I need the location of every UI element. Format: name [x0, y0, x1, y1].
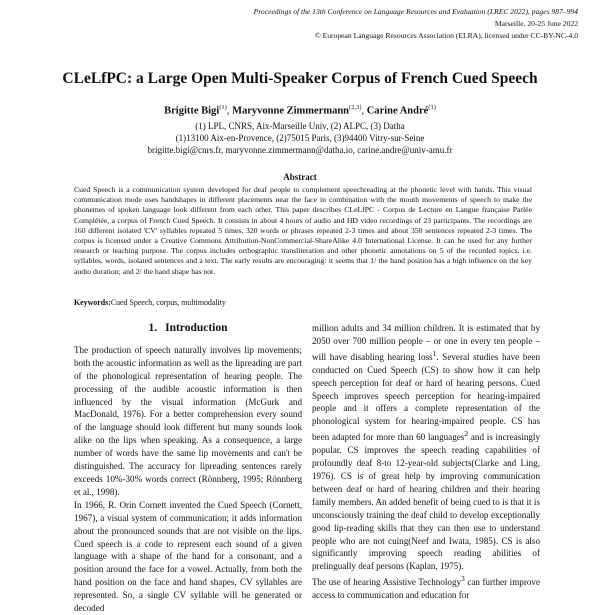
paragraph: In 1966, R. Orin Cornett invented the Cued Speech (Cornett, 1967), a visual system of communication; it adds information about the pronounced sounds that are not visible on the lips. Cued speech is a code to represent each sound of a given language with a shape of the hand for a consonant, and a position around the face for a vowel. Actually, from both the hand position on the face and hand shapes, CV syllables are represented. So, a single CV syllable will be generated or decoded — [74, 499, 302, 614]
paragraph-text: . Several studies have been conducted on Cued Speech (CS) to show how it can help speech perception for deaf or hard of hearing persons. Cued Speech improves speech perception for hearing-impaired people and it offers a complete representation of the phonological system for hearing-impaired people. CS has been adapted for more than 60 languages — [312, 351, 541, 443]
paper-title: CLeLfPC: a Large Open Multi-Speaker Corpus of French Cued Speech — [62, 70, 538, 87]
paragraph-text: can further improve access to communication and education for — [312, 577, 540, 601]
footnote-mark: 1 — [432, 348, 437, 358]
paragraph: The production of speech naturally involves lip movements; both the acoustic information as well as the lipreading are part of the phonological representation of hearing people. The processing of the audible acoustic information is then influenced by the visual information (McGurk and MacDonald, 1976). For a better comprehension every sound of the language should look different but many sounds look alike on the lips when speaking. As a consequence, a large number of words have the same lip movements and can't be distinguished. The accuracy for lipreading sentences rarely exceeds 10%-30% words correct (Rönnberg, 1995; Rönnberg et al., 1998). — [74, 344, 302, 497]
proceedings-header — [138, 6, 578, 42]
author-affil-mark: (2,3) — [349, 104, 362, 111]
author-affil-mark: (1) — [428, 104, 436, 111]
author-list — [0, 104, 600, 117]
section-heading — [74, 322, 302, 335]
paragraph-text: million adults and 34 million children. It is estimated that by 2050 over 700 million people – or one in every ten people – will have disabling hearing loss — [312, 323, 540, 362]
author-separator: , — [361, 105, 367, 117]
paragraph-text: The use of hearing Assistive Technology — [312, 577, 462, 588]
affiliations — [0, 120, 600, 156]
left-column — [74, 322, 302, 615]
keywords-label: Keywords: — [74, 298, 111, 307]
author-name: Carine André — [366, 105, 429, 117]
author-separator: , — [226, 105, 233, 117]
paragraph — [312, 573, 540, 602]
author-affil-mark: (1) — [219, 104, 227, 111]
footnote-mark: 3 — [461, 574, 465, 584]
affiliation-line: (1)13100 Aix-en-Provence, (2)75015 Paris, (3)94400 Vitry-sur-Seine — [175, 133, 425, 143]
affiliation-line: (1) LPL, CNRS, Aix-Marseille Univ, (2) ALPC, (3) Datha — [195, 121, 405, 131]
proceedings-line: Proceedings of the 13th Conference on Language Resources and Evaluation (LREC 2022), pages 987–994 — [253, 7, 578, 16]
location-line: Marseille, 20-25 June 2022 — [494, 19, 578, 28]
email-line: brigitte.bigi@cnrs.fr, maryvonne.zimmermann@datha.io, carine.andre@univ-amu.fr — [147, 145, 453, 155]
abstract-heading: Abstract — [283, 172, 317, 182]
author-name: Brigitte Bigi — [164, 105, 220, 117]
keywords-text: Cued Speech, corpus, multimodality — [110, 298, 226, 307]
keywords — [74, 298, 532, 307]
abstract-text: Cued Speech is a communication system developed for deaf people to complement speechreading at the phonetic level with hands. This visual communication mode uses handshapes in different placements near the face in combination with the mouth movements of speech to make the phonemes of spoken language look different from each other. This paper describes CLeLfPC - Corpus de Lecture en Langue française Parlée Complétée, a corpus of French Cued Speech. It consists in about 4 hours of audio and HD video recordings of 23 participants. The recordings are 160 different isolated 'CV' syllables repeated 5 times, 320 words or phrases repeated 2-3 times and about 350 sentences repeated 2-3 times. The corpus is licensed under a Creative Commons Attribution-NonCommercial-ShareAlike 4.0 International License. It can be used for any further research or teaching purpose. The corpus includes orthographic transliteration and other phonetic annotations on 5 of the recorded topics, i.e. syllables, words, isolated sentences and a text. The early results are encouraging: it seems that 1/ the hand position has a high influence on the key audio duration; and 2/ the hand shape has not. — [74, 185, 532, 276]
author-name: Maryvonne Zimmermann — [232, 105, 350, 117]
footnote-mark: 2 — [464, 429, 469, 439]
copyright-line: © European Language Resources Association (ELRA), licensed under CC-BY-NC-4.0 — [314, 31, 578, 40]
paragraph-text: and is increasingly popular. CS improves the speech reading capabilities of profoundly deaf 8-to 12-year-old subjects(Clarke and Ling, 1976). CS is of great help by improving communication between deaf or hard of hearing children and their hearing family members. An added benefit of being cued to is that it is unconsciously training the deaf child to develop exceptionally good lip-reading skills that they can then use to understand people who are not cuing(Neef and Iwata, 1985). CS is also significantly improving speech reading abilities of prelingually deaf persons (Kaplan, 1975). — [312, 432, 541, 572]
paragraph — [312, 322, 540, 573]
section-title: Introduction — [165, 322, 228, 334]
section-number: 1. — [148, 322, 158, 334]
right-column — [312, 322, 540, 602]
